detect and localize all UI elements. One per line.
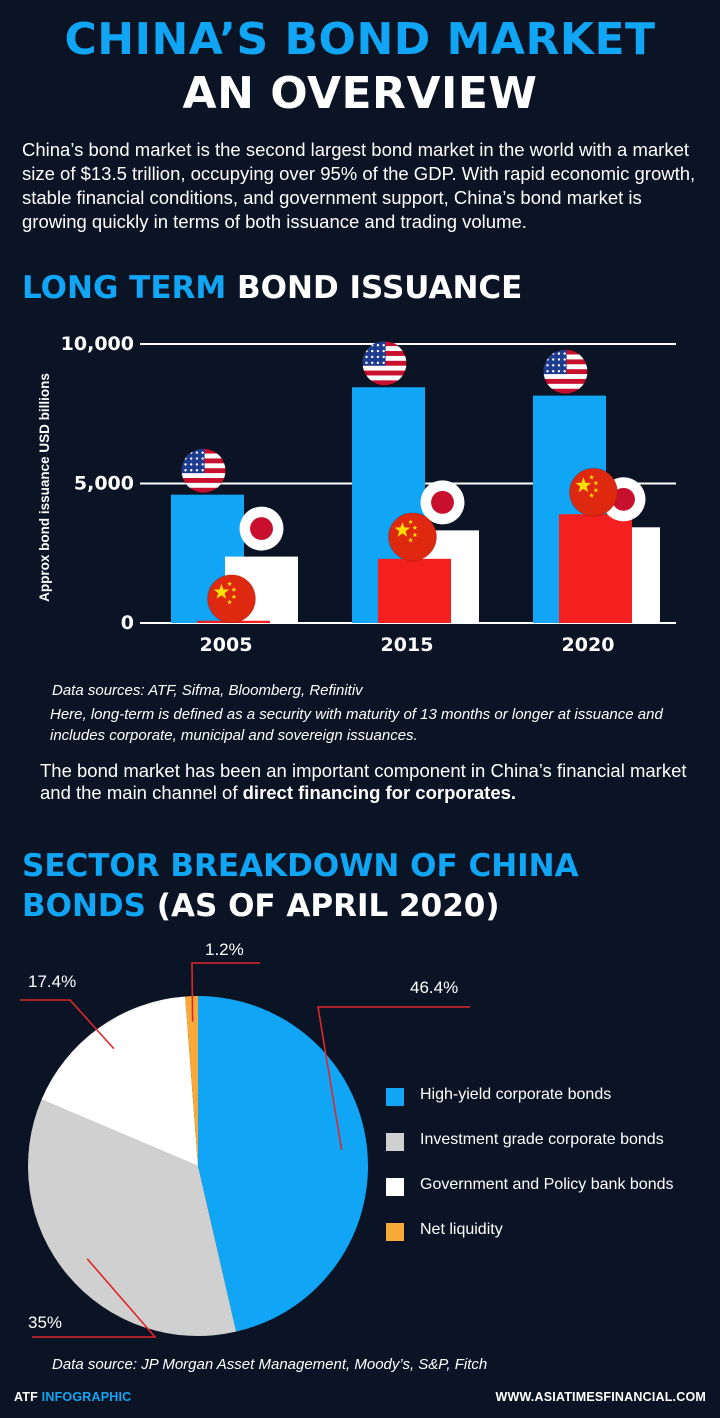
pie-heading-rest: (AS OF APRIL 2020) — [156, 888, 500, 924]
legend-label: High-yield corporate bonds — [420, 1086, 612, 1103]
legend-swatch — [386, 1178, 404, 1196]
legend-swatch — [386, 1133, 404, 1151]
y-tick-label: 5,000 — [73, 472, 134, 495]
footer-brand — [14, 1390, 131, 1404]
legend-label: Government and Policy bank bonds — [420, 1176, 674, 1193]
china-flag-icon-2015 — [389, 513, 437, 561]
pie-value-label: 17.4% — [28, 972, 77, 991]
y-axis-label: Approx bond issuance USD billions — [37, 373, 52, 602]
bar-data-sources: Data sources: ATF, Sifma, Bloomberg, Refinitiv — [52, 682, 363, 699]
footer-brand-name: ATF — [14, 1390, 38, 1404]
body-paragraph — [40, 760, 700, 804]
body-text-plain: The bond market has been an important component in China’s financial market and the main channel of — [40, 760, 687, 803]
bar-china-2020 — [559, 514, 632, 623]
bar-chart-heading — [22, 270, 522, 306]
bar-heading-rest: BOND ISSUANCE — [237, 270, 523, 306]
page-subtitle: AN OVERVIEW — [182, 68, 538, 119]
footer-website-link[interactable]: WWW.ASIATIMESFINANCIAL.COM — [495, 1390, 706, 1404]
china-flag-icon-2005 — [208, 575, 256, 623]
pie-heading-highlight: SECTOR BREAKDOWN OF CHINA BONDS — [22, 848, 579, 924]
pie-data-source: Data source: JP Morgan Asset Management, Moody’s, S&P, Fitch — [52, 1356, 488, 1373]
legend-swatch — [386, 1223, 404, 1241]
page-title: CHINA’S BOND MARKET — [64, 14, 656, 65]
pie-value-label: 46.4% — [410, 978, 459, 997]
japan-flag-icon-2005 — [240, 507, 284, 551]
pie-value-label: 1.2% — [205, 940, 244, 959]
y-tick-label: 10,000 — [60, 333, 134, 355]
x-tick-label: 2020 — [561, 634, 615, 656]
us-flag-icon-2015 — [363, 341, 407, 386]
y-tick-label: 0 — [120, 612, 134, 634]
legend-label: Investment grade corporate bonds — [420, 1131, 664, 1148]
intro-paragraph: China’s bond market is the second largest bond market in the world with a market size of $13.5 trillion, occupying over 95% of the GDP. With rapid economic growth, stable financial conditions, and government support, China’s bond market is growing quickly in terms of both issuance and trading volume. — [22, 139, 696, 232]
footer-brand-tag: INFOGRAPHIC — [41, 1390, 132, 1404]
legend-swatch — [386, 1088, 404, 1106]
china-flag-icon-2020 — [570, 468, 618, 516]
bar-heading-highlight: LONG TERM — [22, 270, 227, 306]
pie-value-label: 35% — [28, 1313, 63, 1332]
bond-issuance-bar-chart — [0, 330, 720, 670]
us-flag-icon-2020 — [544, 350, 588, 395]
us-flag-icon-2005 — [182, 449, 226, 494]
x-tick-label: 2005 — [199, 634, 253, 656]
body-text-bold: direct financing for corporates. — [242, 782, 517, 803]
legend-label: Net liquidity — [420, 1221, 503, 1238]
pie-chart-heading — [22, 846, 702, 926]
long-term-definition-note: Here, long-term is defined as a security with maturity of 13 months or longer at issuance and includes corporate, municipal and sovereign issuances. — [50, 706, 663, 744]
bar-china-2015 — [378, 559, 451, 623]
x-tick-label: 2015 — [380, 634, 434, 656]
